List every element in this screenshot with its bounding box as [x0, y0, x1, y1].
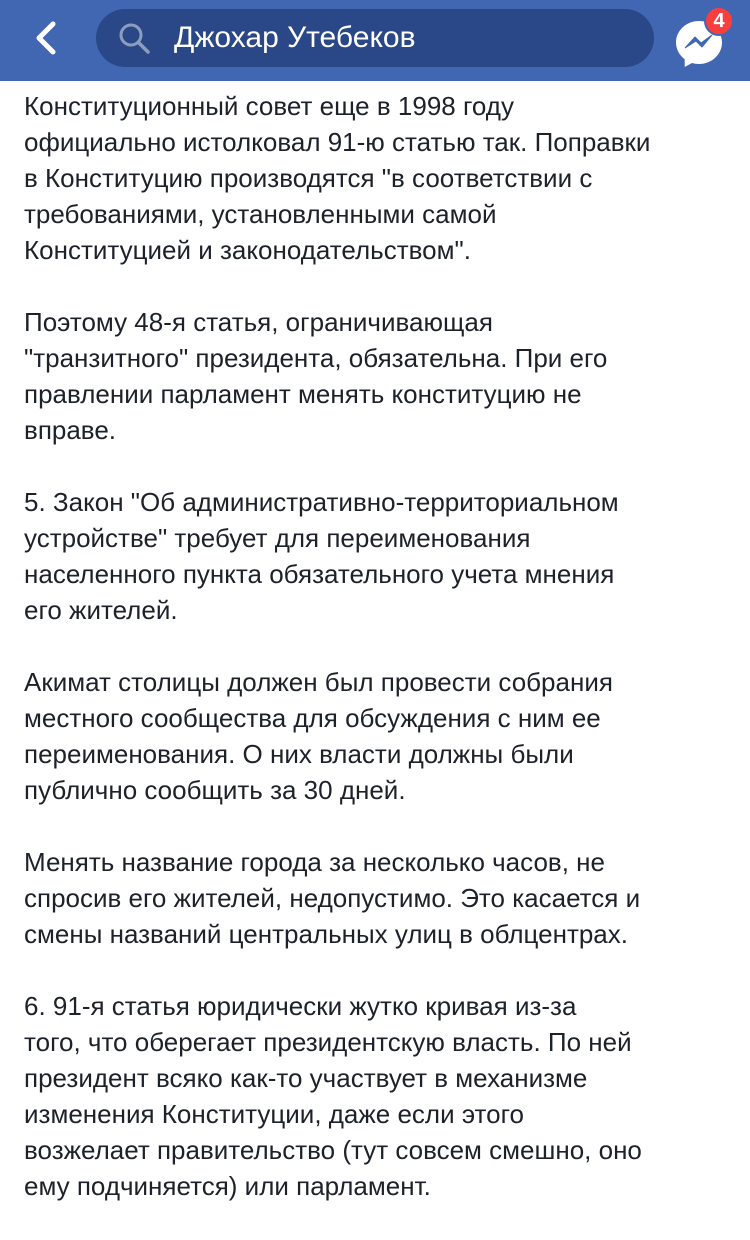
text-line: 5. Закон "Об административно-территориальном: [24, 487, 619, 517]
text-line: "транзитного" президента, обязательна. При его: [24, 343, 608, 373]
back-button[interactable]: [18, 10, 74, 66]
text-line: местного сообщества для обсуждения с ним ее: [24, 703, 601, 733]
text-line: Менять название города за несколько часов, не: [24, 847, 605, 877]
messenger-button[interactable]: [672, 10, 736, 70]
text-line: смены названий центральных улиц в облцентрах.: [24, 919, 628, 949]
text-line: Конституцией и законодательством".: [24, 235, 471, 265]
post-paragraph: [24, 484, 736, 628]
text-line: 6. 91-я статья юридически жутко кривая из-за: [24, 991, 577, 1021]
text-line: изменения Конституции, даже если этого: [24, 1099, 524, 1129]
text-line: спросив его жителей, недопустимо. Это касается и: [24, 883, 641, 913]
magnifier-icon: [116, 20, 152, 56]
post-paragraph: [24, 844, 736, 952]
text-line: населенного пункта обязательного учета мнения: [24, 559, 615, 589]
text-line: требованиями, установленными самой: [24, 199, 497, 229]
top-navigation-bar: [0, 0, 750, 81]
text-line: его жителей.: [24, 595, 178, 625]
text-line: устройстве" требует для переименования: [24, 523, 531, 553]
text-line: переименования. О них власти должны были: [24, 739, 574, 769]
text-line: публично сообщить за 30 дней.: [24, 775, 406, 805]
search-input[interactable]: [96, 9, 654, 67]
text-line: того, что оберегает президентскую власть. По ней: [24, 1027, 632, 1057]
post-text: [24, 88, 736, 1240]
post-paragraph: [24, 88, 736, 268]
search-query-text: Джохар Утебеков: [174, 21, 416, 54]
notification-badge: 4: [704, 6, 734, 36]
text-line: правлении парламент менять конституцию не: [24, 379, 582, 409]
post-paragraph: [24, 304, 736, 448]
text-line: официально истолковал 91-ю статью так. Поправки: [24, 127, 651, 157]
text-line: ему подчиняется) или парламент.: [24, 1171, 431, 1201]
text-line: возжелает правительство (тут совсем смешно, оно: [24, 1135, 642, 1165]
chevron-left-icon: [31, 20, 61, 56]
post-paragraph: [24, 664, 736, 808]
text-line: Акимат столицы должен был провести собрания: [24, 667, 613, 697]
text-line: президент всяко как-то участвует в механизме: [24, 1063, 588, 1093]
post-paragraph: [24, 988, 736, 1204]
text-line: в Конституцию производятся "в соответствии с: [24, 163, 593, 193]
text-line: Поэтому 48-я статья, ограничивающая: [24, 307, 493, 337]
text-line: Конституционный совет еще в 1998 году: [24, 91, 514, 121]
text-line: вправе.: [24, 415, 117, 445]
